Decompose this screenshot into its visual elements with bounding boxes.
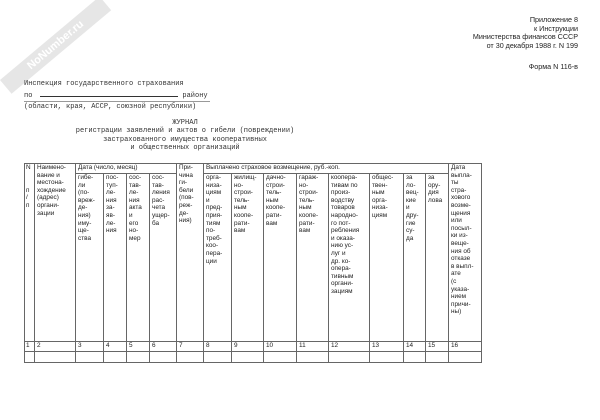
- appendix-note: [473, 16, 578, 50]
- column-number: 5: [127, 342, 150, 352]
- column-number: 12: [329, 342, 370, 352]
- journal-subtitle-line: застрахованного имущества кооперативных: [103, 135, 267, 144]
- table-cell[interactable]: [127, 352, 150, 363]
- table-cell[interactable]: [35, 352, 76, 363]
- column-number: 1: [25, 342, 35, 352]
- appendix-line: Приложение 8: [529, 15, 578, 24]
- column-number: 4: [104, 342, 127, 352]
- region-hint: (области, края, АССР, союзной республики): [24, 103, 197, 111]
- column-number: 11: [297, 342, 329, 352]
- header-paid-gear: за ору- дия лова: [426, 174, 449, 342]
- appendix-line: от 30 декабря 1988 г. N 199: [486, 40, 578, 50]
- header-date-loss: гибе- ли (по- вреж- де- ния) иму- ще- ства: [76, 174, 104, 342]
- header-paid-housing: жилищ- но- строи- тель- ным коопе- рати- вам: [232, 174, 264, 342]
- table-cell[interactable]: [104, 352, 127, 363]
- column-number: 10: [264, 342, 297, 352]
- column-number: 13: [370, 342, 404, 352]
- form-number: Форма N 116-в: [528, 62, 578, 71]
- watermark: NoNumber.ru: [0, 0, 111, 94]
- header-num: N п / п: [25, 164, 35, 342]
- column-number: 2: [35, 342, 76, 352]
- table-cell[interactable]: [404, 352, 426, 363]
- header-date-calc: сос- тав- ления рас- чета ущер- ба: [150, 174, 177, 342]
- district-line: [24, 89, 208, 100]
- header-date-group: Дата (число, месяц): [76, 164, 177, 174]
- column-number: 3: [76, 342, 104, 352]
- journal-subtitle-line: и общественных организаций: [130, 144, 240, 153]
- header-paid-dacha: дачно- строи- тель- ным коопе- рати- вам: [264, 174, 297, 342]
- district-suffix: району: [182, 92, 208, 100]
- table-cell[interactable]: [297, 352, 329, 363]
- header-paid-production: коопера- тивам по произ- водству товаров народно- го пот- ребления и оказа- нию ус- луг и др. ко- опера- тивным органи- зациям: [329, 174, 370, 342]
- column-number-row: [25, 342, 482, 352]
- appendix-line: Министерства финансов СССР: [472, 32, 578, 42]
- column-number: 14: [404, 342, 426, 352]
- column-number: 7: [177, 342, 204, 352]
- table-cell[interactable]: [150, 352, 177, 363]
- journal-subtitle-line: регистрации заявлений и актов о гибели (повреждении): [75, 127, 295, 136]
- table-cell[interactable]: [25, 352, 35, 363]
- header-date-received: пос- туп- ле- ния за- яв- ле- ния: [104, 174, 127, 342]
- header-paid-garage: гараж- но- строи- тель- ным коопе- рати- вам: [297, 174, 329, 342]
- column-number: 16: [449, 342, 482, 352]
- header-cause: При- чина ги- бели (пов- реж- де- ния): [177, 164, 204, 342]
- header-paid-consumer-coop: орга- низа- циям и пред- прия- тиям по- треб- коо- пера- ции: [204, 174, 232, 342]
- table-cell[interactable]: [449, 352, 482, 363]
- header-paid-public: общес- твен- ным орга- низа- циям: [370, 174, 404, 342]
- district-prefix: по: [24, 92, 33, 100]
- header-paid-vessels: за ло- вец- кие и дру- гие су- да: [404, 174, 426, 342]
- journal-heading: [70, 119, 300, 153]
- header-payout-date: Дата выпла- ты стра- хового возме- щения или посыл- ки из- веще- ния об отказе в выпл- ате (с указа- нием причи- ны): [449, 164, 482, 342]
- table-cell[interactable]: [76, 352, 104, 363]
- header-name: Наимено- вание и местона- хождение (адрес) органи- зации: [35, 164, 76, 342]
- header-paid-group: Выплачено страховое возмещение, руб.-коп.: [204, 164, 449, 174]
- column-number: 6: [150, 342, 177, 352]
- table-cell[interactable]: [329, 352, 370, 363]
- table-cell[interactable]: [232, 352, 264, 363]
- journal-title: ЖУРНАЛ: [172, 119, 198, 127]
- table-cell[interactable]: [177, 352, 204, 363]
- table-row: [25, 352, 482, 363]
- table-cell[interactable]: [370, 352, 404, 363]
- district-input[interactable]: [40, 89, 178, 97]
- table-cell[interactable]: [204, 352, 232, 363]
- region-input[interactable]: [24, 101, 210, 102]
- inspection-title: Инспекция государственного страхования: [24, 80, 184, 88]
- table-cell[interactable]: [264, 352, 297, 363]
- journal-table: [24, 163, 482, 363]
- table-cell[interactable]: [426, 352, 449, 363]
- column-number: 15: [426, 342, 449, 352]
- appendix-line: к Инструкции: [534, 23, 578, 33]
- column-number: 9: [232, 342, 264, 352]
- column-number: 8: [204, 342, 232, 352]
- header-date-act: сос- тав- ле- ния акта и его но- мер: [127, 174, 150, 342]
